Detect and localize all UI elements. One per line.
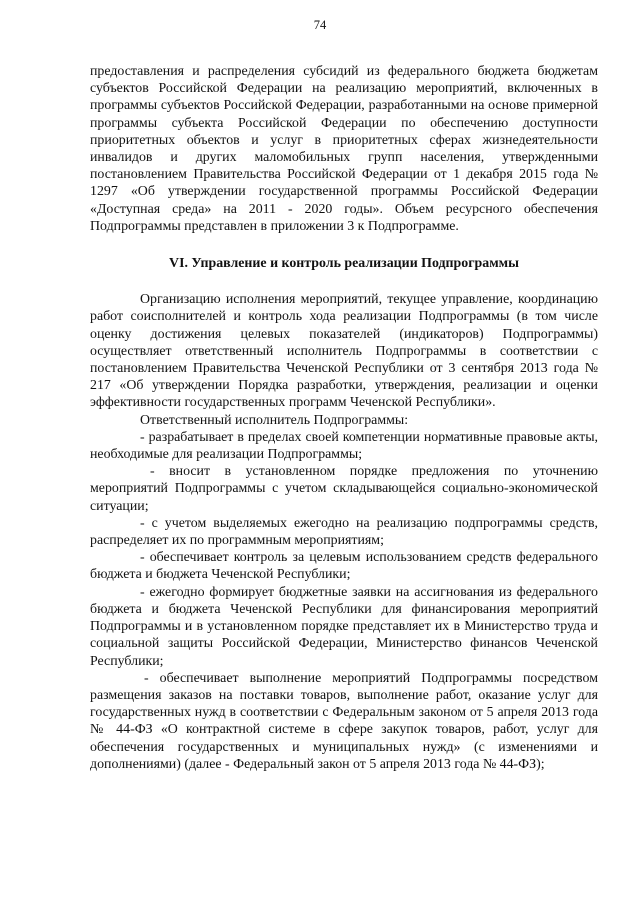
list-item-proposals: - вносит в установленном порядке предложения по уточнению мероприятий Подпрограммы с учетом складывающейся социально-экономической ситуации; (90, 464, 598, 514)
section-heading: VI. Управление и контроль реализации Подпрограммы (169, 256, 519, 272)
document-body (90, 63, 598, 773)
intro-paragraph: предоставления и распределения субсидий из федерального бюджета бюджетам субъектов Российской Федерации на реализацию мероприятий, включенных в программы субъектов Российской Федерации, разработанными на основе примерной программы субъекта Российской Федерации по обеспечению доступности приоритетных объектов и услуг в приоритетных сферах жизнедеятельности инвалидов и других маломобильных групп населения, утвержденными постановлением Правительства Российской Федерации от 1 декабря 2015 года № 1297 «Об утверждении государственной программы Российской Федерации «Доступная среда» на 2011 - 2020 годы». Объем ресурсного обеспечения Подпрограммы представлен в приложении 3 к Подпрограмме. (90, 64, 598, 234)
list-item-normative-acts: - разрабатывает в пределах своей компетенции нормативные правовые акты, необходимые для реализации Подпрограммы; (90, 429, 598, 463)
list-item-procurement: - обеспечивает выполнение мероприятий Подпрограммы посредством размещения заказов на поставки товаров, выполнение работ, оказание услуг для государственных нужд в соответствии с Федеральным законом от 5 апреля 2013 года № 44-ФЗ «О контрактной системе в сфере закупок товаров, работ, услуг для обеспечения государственных и муниципальных нужд» (с изменениями и дополнениями) (далее - Федеральный закон от 5 апреля 2013 года № 44-ФЗ); (90, 670, 598, 772)
paragraph-organization: Организацию исполнения мероприятий, текущее управление, координацию работ соисполнителей и контроль хода реализации Подпрограммы (в том числе оценку достижения целевых показателей (индикаторов) Подпрограммы) осуществляет ответственный исполнитель Подпрограммы в соответствии с постановлением Правительства Чеченской Республики от 3 сентября 2013 года № 217 «Об утверждении Порядка разработки, утверждения, реализации и оценки эффективности государственных программ Чеченской Республики». (90, 292, 598, 411)
page-number: 74 (313, 18, 327, 32)
list-item-control: - обеспечивает контроль за целевым использованием средств федерального бюджета и бюджета Чеченской Республики; (90, 550, 598, 583)
list-item-distribution: - с учетом выделяемых ежегодно на реализацию подпрограммы средств, распределяет их по программным мероприятиям; (90, 515, 598, 549)
paragraph-responsible-intro: Ответственный исполнитель Подпрограммы: (140, 412, 409, 428)
list-item-budget-requests: - ежегодно формирует бюджетные заявки на ассигнования из федерального бюджета и бюджета Чеченской Республики для финансирования мероприятий Подпрограммы и в установленном порядке представляет их в Министерство труда и социальной защиты Российской Федерации, Министерство финансов Чеченской Республики; (90, 584, 598, 669)
